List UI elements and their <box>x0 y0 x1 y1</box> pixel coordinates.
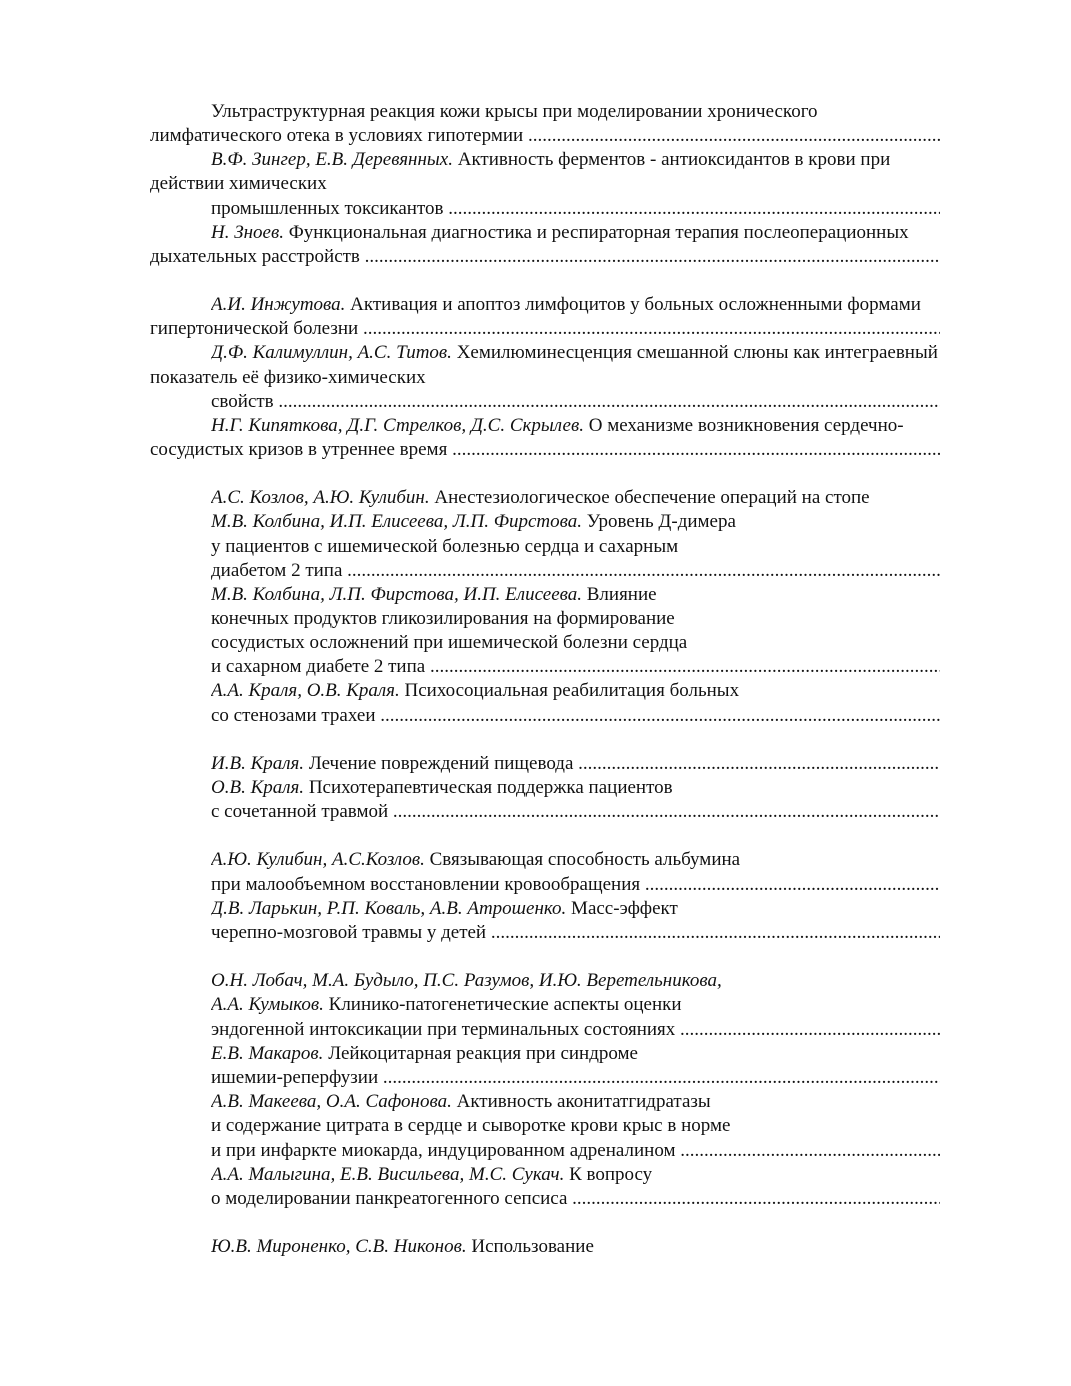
article-title-text: Активность ферментов - антиоксидантов в крови при <box>452 149 891 170</box>
article-title-text: эндогенной интоксикации при терминальных состояниях <box>211 1019 676 1040</box>
toc-entry-line <box>211 776 673 800</box>
author-names: М.В. Колбина, Л.П. Фирстова, И.П. Елисеева. <box>211 584 582 605</box>
article-title-text: Психотерапевтическая поддержка пациентов <box>304 777 673 798</box>
toc-entry-line <box>211 341 938 365</box>
article-title-text: сосудистых кризов в утреннее время <box>150 439 448 460</box>
toc-entry-line <box>211 221 909 245</box>
article-title-text: с сочетанной травмой <box>211 801 389 822</box>
toc-entry-line <box>211 148 890 172</box>
toc-entry-line-with-leader <box>211 197 940 221</box>
article-title-text: промышленных токсикантов <box>211 198 444 219</box>
article-title-text: Влияние <box>582 584 657 605</box>
toc-entry-line <box>211 607 675 631</box>
article-title-text: при малообъемном восстановлении кровообращения <box>211 874 641 895</box>
author-names: Н.Г. Кипяткова, Д.Г. Стрелков, Д.С. Скрылев. <box>211 415 584 436</box>
toc-entry-line <box>211 510 736 534</box>
author-names: О.В. Краля. <box>211 777 305 798</box>
toc-entry-line <box>211 631 687 655</box>
toc-entry-line-with-leader <box>211 921 940 945</box>
toc-entry-line <box>211 1235 594 1259</box>
article-title-text: Лейкоцитарная реакция при синдроме <box>323 1043 638 1064</box>
article-title-text: у пациентов с ишемической болезнью сердца и сахарным <box>211 536 679 557</box>
toc-entry-line <box>211 993 682 1017</box>
toc-entry-line <box>211 583 657 607</box>
article-title-text: Уровень Д-димера <box>582 511 736 532</box>
toc-entry-line-with-leader <box>150 317 940 341</box>
article-title-text: дыхательных расстройств <box>150 246 360 267</box>
toc-entry-line <box>211 100 818 124</box>
toc-entry-line-with-leader <box>211 655 940 679</box>
toc-entry-line <box>150 172 327 196</box>
article-title-text: показатель её физико-химических <box>150 367 426 388</box>
author-names: И.В. Краля. <box>211 753 305 774</box>
author-names: Д.В. Ларькин, Р.П. Коваль, А.В. Атрошенко. <box>211 898 567 919</box>
author-names: А.И. Инжутова. <box>211 294 346 315</box>
article-title-text: Ультраструктурная реакция кожи крысы при моделировании хронического <box>211 101 818 122</box>
article-title-text: ишемии-реперфузии <box>211 1067 379 1088</box>
article-title-text: действии химических <box>150 173 327 194</box>
article-title-text: гипертонической болезни <box>150 318 359 339</box>
author-names: Д.Ф. Калимуллин, А.С. Титов. <box>211 342 452 363</box>
article-title-text: Клинико-патогенетические аспекты оценки <box>323 994 682 1015</box>
article-title-text: Связывающая способность альбумина <box>424 849 741 870</box>
article-title-text: Активность аконитатгидратазы <box>451 1091 711 1112</box>
toc-entry-line-with-leader <box>150 245 940 269</box>
toc-entry-line-with-leader <box>211 800 940 824</box>
article-title-text: конечных продуктов гликозилирования на формирование <box>211 608 675 629</box>
author-names: В.Ф. Зингер, Е.В. Деревянных. <box>211 149 453 170</box>
toc-entry-line <box>211 679 739 703</box>
toc-entry-line <box>211 969 722 993</box>
toc-entry-line <box>211 414 904 438</box>
toc-entry-line <box>211 1163 652 1187</box>
author-names: А.А. Кумыков. <box>211 994 324 1015</box>
toc-entry-line-with-leader <box>211 1139 940 1163</box>
toc-entry-line <box>211 293 921 317</box>
toc-entry-line <box>211 1114 730 1138</box>
author-names: Е.В. Макаров. <box>211 1043 324 1064</box>
toc-entry-line <box>211 535 678 559</box>
author-names: Ю.В. Мироненко, С.В. Никонов. <box>211 1236 467 1257</box>
toc-entry-line-with-leader <box>150 438 940 462</box>
article-title-text: черепно-мозговой травмы у детей <box>211 922 487 943</box>
article-title-text: Лечение повреждений пищевода <box>304 753 574 774</box>
toc-entry-line <box>211 1090 711 1114</box>
toc-entry-line-with-leader <box>211 1018 940 1042</box>
toc-entry-line-with-leader <box>211 559 940 583</box>
article-title-text: и сахарном диабете 2 типа <box>211 656 426 677</box>
article-title-text: Масс-эффект <box>566 898 678 919</box>
article-title-text: и содержание цитрата в сердце и сыворотке крови крыс в норме <box>211 1115 731 1136</box>
toc-entry-line-with-leader <box>211 752 940 776</box>
article-title-text: лимфатического отека в условиях гипотермии <box>150 125 524 146</box>
toc-entry-line-with-leader <box>211 1066 940 1090</box>
article-title-text: Психосоциальная реабилитация больных <box>399 680 740 701</box>
toc-entry-line-with-leader <box>150 124 940 148</box>
author-names: А.Ю. Кулибин, А.С.Козлов. <box>211 849 425 870</box>
toc-entry-line-with-leader <box>211 704 940 728</box>
toc-entry-line-with-leader <box>211 873 940 897</box>
author-names: А.А. Малыгина, Е.В. Висильева, М.С. Сукач. <box>211 1164 565 1185</box>
article-title-text: и при инфаркте миокарда, индуцированном адреналином <box>211 1140 676 1161</box>
article-title-text: свойств <box>211 391 274 412</box>
article-title-text: Анестезиологическое обеспечение операций на стопе <box>429 487 870 508</box>
toc-entry-line <box>150 366 426 390</box>
toc-entry-line <box>211 486 870 510</box>
toc-entry-line <box>211 848 740 872</box>
author-names: А.А. Краля, О.В. Краля. <box>211 680 400 701</box>
article-title-text: О механизме возникновения сердечно- <box>583 415 904 436</box>
article-title-text: Использование <box>466 1236 594 1257</box>
article-title-text: со стенозами трахеи <box>211 705 376 726</box>
article-title-text: диабетом 2 типа <box>211 560 343 581</box>
toc-entry-line <box>211 897 678 921</box>
toc-entry-line-with-leader <box>211 1187 940 1211</box>
article-title-text: Активация и апоптоз лимфоцитов у больных осложненными формами <box>345 294 921 315</box>
article-title-text: Хемилюминесценция смешанной слюны как интеграевный <box>451 342 938 363</box>
article-title-text: Функциональная диагностика и респираторная терапия послеоперационных <box>284 222 909 243</box>
author-names: А.В. Макеева, О.А. Сафонова. <box>211 1091 452 1112</box>
author-names: О.Н. Лобач, М.А. Будыло, П.С. Разумов, И.Ю. Веретельникова, <box>211 970 722 991</box>
toc-entry-line <box>211 1042 638 1066</box>
toc-entry-line-with-leader <box>211 390 940 414</box>
author-names: Н. Зноев. <box>211 222 284 243</box>
author-names: М.В. Колбина, И.П. Елисеева, Л.П. Фирстова. <box>211 511 582 532</box>
article-title-text: сосудистых осложнений при ишемической болезни сердца <box>211 632 688 653</box>
author-names: А.С. Козлов, А.Ю. Кулибин. <box>211 487 430 508</box>
article-title-text: о моделировании панкреатогенного сепсиса <box>211 1188 568 1209</box>
article-title-text: К вопросу <box>564 1164 653 1185</box>
